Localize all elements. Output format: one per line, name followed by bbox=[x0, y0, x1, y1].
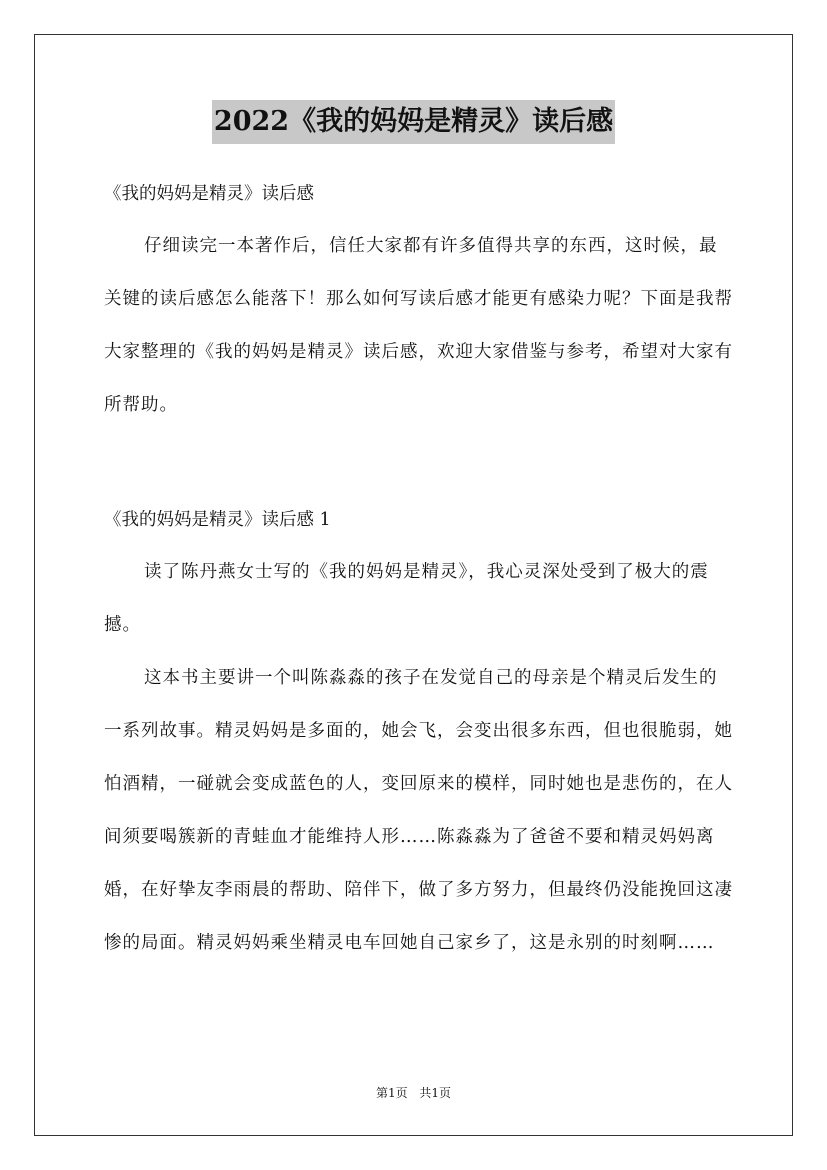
page-footer bbox=[0, 1084, 827, 1101]
page-number: 第1页 bbox=[375, 1086, 408, 1100]
page-total: 共1页 bbox=[419, 1086, 452, 1100]
document-subtitle: 《我的妈妈是精灵》读后感 bbox=[104, 184, 314, 204]
document-title: 2022《我的妈妈是精灵》读后感 bbox=[212, 100, 615, 144]
section-paragraph-2: 这本书主要讲一个叫陈淼淼的孩子在发觉自己的母亲是个精灵后发生的一系列故事。精灵妈妈是多面的，她会飞，会变出很多东西，但也很脆弱，她怕酒精，一碰就会变成蓝色的人，变回原来的模样，同时她也是悲伤的，在人间须要喝簇新的青蛙血才能维持人形……陈淼淼为了爸爸不要和精灵妈妈离婚，在好挚友李雨晨的帮助、陪伴下，做了多方努力，但最终仍没能挽回这凄惨的局面。精灵妈妈乘坐精灵电车回她自己家乡了，这是永别的时刻啊…… bbox=[104, 668, 733, 953]
intro-paragraph: 仔细读完一本著作后，信任大家都有许多值得共享的东西，这时候，最关键的读后感怎么能落下！那么如何写读后感才能更有感染力呢？下面是我帮大家整理的《我的妈妈是精灵》读后感，欢迎大家借鉴与参考，希望对大家有所帮助。 bbox=[104, 236, 733, 415]
section-paragraph-1: 读了陈丹燕女士写的《我的妈妈是精灵》，我心灵深处受到了极大的震撼。 bbox=[104, 562, 709, 635]
section-heading: 《我的妈妈是精灵》读后感 1 bbox=[104, 510, 331, 530]
document-title-wrap bbox=[0, 100, 827, 144]
